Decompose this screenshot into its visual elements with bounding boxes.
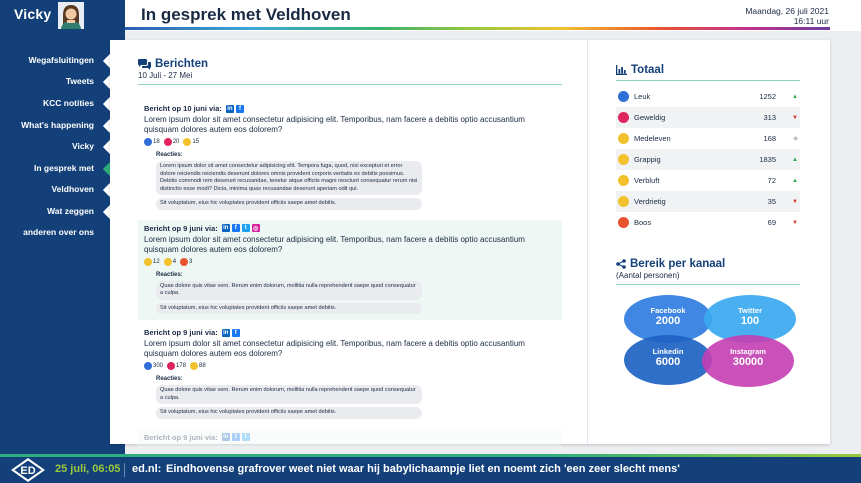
reaction-count: 88 [199, 363, 206, 369]
page-title: In gesprek met Veldhoven [141, 5, 351, 24]
main-panel [110, 40, 830, 444]
totaal-table [616, 86, 800, 233]
sidebar-item-anderen-over-ons[interactable]: anderen over ons [23, 227, 94, 237]
reaction-hug [183, 138, 199, 146]
app-name: Vicky [14, 6, 52, 22]
reaction-count: 18 [153, 139, 160, 145]
facebook-icon: f [232, 329, 240, 337]
wow-icon [618, 175, 629, 186]
reaction-heart [167, 362, 186, 370]
wow-icon [144, 258, 152, 266]
totaal-label: Verdrietig [634, 197, 666, 206]
header-color-stripe [125, 27, 830, 30]
totaal-label: Geweldig [634, 113, 666, 122]
angry-icon [618, 217, 629, 228]
message-body: Lorem ipsum dolor sit amet consectetur adipisicing elit. Temporibus, nam facere a debitis optio accusantium quisquam dolores autem eos dolorem? [144, 234, 525, 254]
message-heading: Bericht op 9 juni via: [144, 328, 218, 337]
channel-name: Facebook [650, 306, 686, 315]
column-divider [587, 40, 588, 444]
twitter-icon: t [242, 224, 250, 232]
reaction-like [144, 138, 160, 146]
reaction-heart [164, 138, 180, 146]
totaal-label: Medeleven [634, 134, 671, 143]
brand-block [0, 0, 125, 31]
current-date: Maandag, 26 juli 2021 [745, 6, 829, 16]
message-card[interactable] [138, 100, 562, 216]
ticker-source: ed.nl: [132, 463, 162, 475]
sidebar-item-in-gesprek-met[interactable]: In gesprek met [34, 163, 94, 173]
reach-bubble-linkedin[interactable] [624, 335, 712, 385]
bereik-title: Bereik per kanaal [630, 258, 726, 270]
haha-icon [190, 362, 198, 370]
sad-icon [164, 258, 172, 266]
trend-up-icon: ▲ [792, 177, 798, 184]
vicky-avatar [58, 2, 84, 29]
totaal-header [616, 64, 800, 76]
message-heading-row [144, 433, 556, 442]
channel-name: Twitter [737, 306, 763, 315]
reaction-count: 300 [153, 363, 164, 369]
reaction-count: 3 [189, 258, 193, 265]
heart-icon [167, 362, 175, 370]
totaal-value: 1252 [759, 92, 776, 101]
facebook-icon: f [232, 224, 240, 232]
message-list [138, 100, 562, 452]
totaal-value: 35 [767, 197, 776, 206]
replies-label: Reacties: [156, 152, 183, 158]
channel-name: Linkedin [652, 347, 684, 356]
facebook-icon: f [236, 105, 244, 113]
totaal-label: Verbluft [634, 176, 660, 185]
like-icon [144, 362, 152, 370]
chat-bubbles-icon [138, 59, 151, 70]
bar-chart-icon [616, 65, 627, 75]
reply-bubble: Quae dolore quis vitae vero. Rerum enim dolorum, mollitia nulla reprehenderit saepe quod consequatur a culpa. [156, 385, 422, 404]
totaal-row [616, 149, 800, 170]
berichten-date-range: 10 Juli - 27 Mei [138, 71, 193, 80]
reaction-angry [180, 258, 192, 266]
haha-icon [618, 154, 629, 165]
message-heading: Bericht op 10 juni via: [144, 104, 222, 113]
message-card[interactable] [138, 220, 562, 321]
message-card[interactable] [138, 429, 562, 448]
linkedin-icon: in [223, 329, 229, 336]
bereik-subtitle: (Aantal personen) [616, 271, 680, 280]
twitter-icon: t [242, 433, 250, 441]
sidebar-item-wegafsluitingen[interactable]: Wegafsluitingen [28, 55, 94, 65]
berichten-section [138, 58, 562, 442]
reaction-count: 20 [172, 139, 180, 145]
message-reactions [144, 362, 556, 370]
reaction-count: 12 [153, 258, 160, 265]
message-reactions [144, 258, 556, 266]
sad-icon [618, 196, 629, 207]
trend-down-icon: ▼ [792, 198, 798, 205]
reaction-haha [190, 362, 206, 370]
sidebar-item-vicky[interactable]: Vicky [71, 141, 94, 151]
totaal-label: Boos [634, 218, 652, 227]
message-card[interactable] [138, 324, 562, 425]
linkedin-icon: in [223, 225, 229, 231]
replies-label: Reacties: [156, 271, 183, 278]
ticker-separator [124, 463, 125, 477]
reply-bubble: Sit voluptatum, eius hic voluptates provident officiis saepe amet debitis. [156, 303, 422, 315]
like-icon [618, 91, 629, 102]
reply-bubble: Sit voluptatum, eius hic voluptates provident officiis saepe amet debitis. [156, 407, 422, 419]
ed-logo [11, 458, 45, 482]
instagram-icon: ◎ [253, 225, 259, 232]
sidebar-item-tweets[interactable]: Tweets [65, 76, 94, 86]
message-body: Lorem ipsum dolor sit amet consectetur adipisicing elit. Temporibus, nam facere a debitis optio accusantium quisquam dolores autem eos dolorem? [144, 339, 525, 358]
sidebar-item-kcc-notities[interactable]: KCC notities [43, 98, 94, 108]
trend-down-icon: ▼ [792, 219, 798, 226]
trend-up-icon: ▲ [792, 93, 798, 100]
totaal-value: 1835 [759, 155, 776, 164]
ticker-time: 25 juli, 06:05 [55, 463, 121, 475]
replies-label: Reacties: [156, 376, 183, 382]
totaal-row [616, 191, 800, 212]
hug-icon [183, 138, 191, 146]
totaal-value: 72 [767, 176, 776, 185]
ticker-headline[interactable]: Eindhovense grafrover weet niet waar hij babylichaampje liet en noemt zich 'een zeer slecht mens' [166, 463, 680, 475]
reaction-count: 178 [176, 363, 187, 369]
sidebar-item-veldhoven[interactable]: Veldhoven [51, 184, 94, 194]
bereik-section [616, 258, 800, 368]
channel-value: 100 [740, 315, 760, 327]
current-time: 16:11 uur [793, 16, 829, 26]
share-icon [616, 259, 626, 269]
message-reactions [144, 138, 556, 146]
reply-bubble: Quae dolore quis vitae vero. Rerum enim dolorum, mollitia nulla reprehenderit saepe quod consequatur a culpa. [156, 281, 422, 300]
reaction-sad [164, 258, 176, 266]
reach-bubble-cluster [616, 295, 800, 405]
facebook-icon: f [232, 433, 240, 441]
linkedin-icon: in [227, 105, 233, 112]
hug-icon [618, 133, 629, 144]
top-bar [0, 0, 861, 31]
heart-icon [618, 112, 629, 123]
reply-bubble: Lorem ipsum dolor sit amet consectetur adipisicing elit. Tempora fuga, quod, nisi excepturi et error dolore reiciendis reiciendis deserunt dolores omnis provident corporis veritatis ex debitis possimus. Debitis commodi rem deserunt recusandae, tenetur atque officiis magni nesciunt consequatur rerum nisi distinctio esse modi? Dicta, minima quas recusandae deserunt aperiam odit qui. [156, 161, 422, 195]
reaction-count: 4 [172, 258, 177, 265]
totaal-row [616, 212, 800, 233]
totaal-value: 69 [767, 218, 776, 227]
reply-bubble: Sit voluptatum, eius hic voluptates provident officiis saepe amet debitis. [156, 198, 422, 210]
ed-logo-text: ED [20, 465, 36, 477]
bereik-header [616, 258, 800, 270]
reaction-like [144, 362, 163, 370]
totaal-row [616, 86, 800, 107]
totaal-row [616, 128, 800, 149]
trend-flat-icon: ◆ [793, 136, 798, 142]
berichten-title: Berichten [155, 58, 209, 70]
linkedin-icon: in [223, 434, 229, 440]
totaal-title: Totaal [631, 64, 665, 76]
totaal-value: 168 [763, 134, 776, 143]
channel-value: 30000 [732, 356, 764, 368]
reach-bubble-instagram[interactable] [702, 335, 794, 387]
message-body: Lorem ipsum dolor sit amet consectetur adipisicing elit. Temporibus, nam facere a debitis optio accusantium quisquam dolores autem eos dolorem? [144, 115, 525, 134]
message-heading-row [144, 328, 556, 337]
bereik-rule [616, 284, 800, 285]
heart-icon [164, 138, 172, 146]
message-heading-row [144, 224, 556, 233]
date-time-display [745, 6, 829, 26]
news-ticker [0, 457, 861, 483]
sidebar-item-wat-zeggen[interactable]: Wat zeggen [47, 206, 94, 216]
totaal-row [616, 107, 800, 128]
channel-value: 6000 [655, 356, 681, 368]
sidebar-item-whats-happening[interactable]: What's happening [21, 120, 94, 130]
trend-down-icon: ▼ [792, 114, 798, 121]
totaal-label: Leuk [634, 92, 651, 101]
channel-value: 2000 [655, 315, 681, 327]
trend-up-icon: ▲ [792, 156, 798, 163]
berichten-rule [138, 84, 562, 85]
totaal-value: 313 [763, 113, 776, 122]
message-heading: Bericht op 9 juni via: [144, 432, 218, 442]
totaal-label: Grappig [634, 155, 661, 164]
message-heading-row [144, 104, 556, 113]
totaal-rule [616, 80, 800, 81]
like-icon [144, 138, 152, 146]
reaction-wow [144, 258, 160, 266]
reaction-count: 15 [192, 139, 200, 145]
channel-name: Instagram [730, 347, 766, 356]
totaal-section [616, 64, 800, 233]
sidebar [0, 31, 125, 454]
berichten-header [138, 58, 562, 70]
angry-icon [180, 258, 188, 266]
message-heading: Bericht op 9 juni via: [144, 223, 218, 233]
totaal-row [616, 170, 800, 191]
